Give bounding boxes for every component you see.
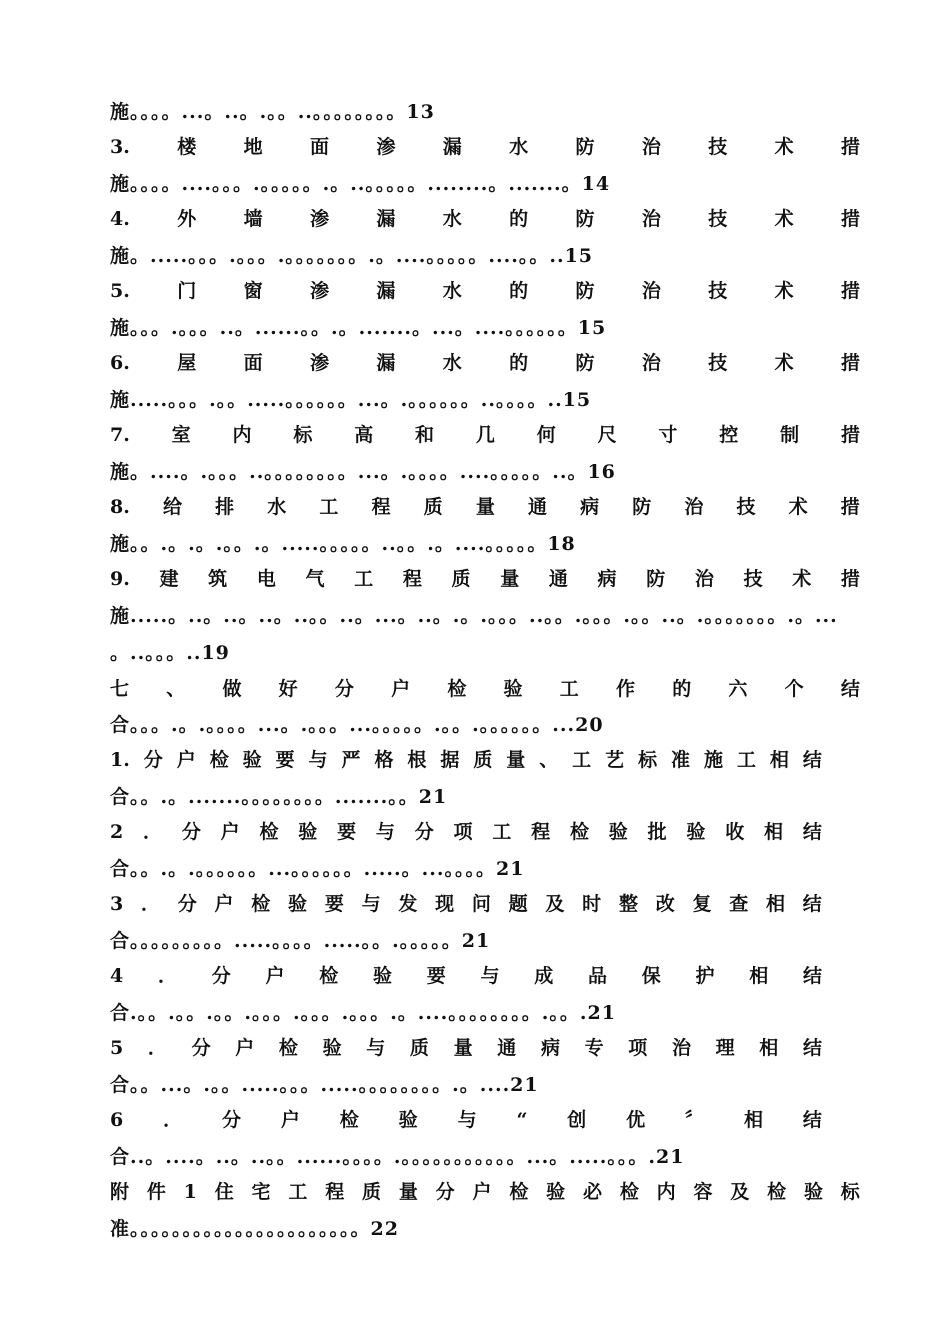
heading-char: 技 bbox=[708, 352, 728, 374]
heading-char: 优 bbox=[626, 1109, 646, 1131]
heading-char: 相 bbox=[749, 965, 769, 987]
heading-char: 室 bbox=[171, 424, 191, 446]
heading-char: 水 bbox=[267, 496, 287, 518]
heading-char: 工 bbox=[319, 496, 339, 518]
heading-char: 水 bbox=[442, 352, 462, 374]
heading-char: 质 bbox=[423, 496, 443, 518]
heading-char: 工 bbox=[559, 678, 579, 700]
heading-char: 技 bbox=[743, 568, 763, 590]
heading-char: 通 bbox=[548, 568, 568, 590]
heading-char: 分 bbox=[435, 1181, 455, 1203]
heading-char: 量 bbox=[453, 1037, 473, 1059]
heading-char: 相 bbox=[766, 893, 786, 915]
heading-char: 工 bbox=[492, 821, 512, 843]
heading-char: 项 bbox=[628, 1037, 648, 1059]
heading-char: 3 bbox=[110, 893, 124, 915]
toc-entry-heading bbox=[110, 819, 822, 845]
heading-char: 格 bbox=[374, 749, 394, 771]
heading-char: 8. bbox=[110, 496, 130, 518]
toc-entry-leader: 合。。。。。。。。。.....。。。。.....。。.。。。。。21 bbox=[110, 930, 491, 952]
heading-char: 检 bbox=[251, 893, 271, 915]
heading-char: 5. bbox=[110, 280, 130, 302]
heading-char: 收 bbox=[725, 821, 745, 843]
heading-char: 验 bbox=[322, 1037, 342, 1059]
heading-char: 题 bbox=[508, 893, 528, 915]
toc-entry-heading bbox=[110, 963, 822, 989]
heading-char: 术 bbox=[774, 208, 794, 230]
toc-entry-heading bbox=[110, 891, 822, 917]
heading-char: 批 bbox=[647, 821, 667, 843]
heading-char: 根 bbox=[407, 749, 427, 771]
heading-char: 项 bbox=[453, 821, 473, 843]
heading-char: 时 bbox=[582, 893, 602, 915]
heading-char: 措 bbox=[840, 280, 860, 302]
heading-char: 漏 bbox=[376, 208, 396, 230]
heading-char: 验 bbox=[298, 821, 318, 843]
heading-char: 治 bbox=[641, 352, 661, 374]
heading-char: 工 bbox=[572, 749, 592, 771]
heading-char: ． bbox=[140, 893, 160, 915]
toc-entry-heading bbox=[110, 676, 860, 702]
heading-char: 要 bbox=[426, 965, 446, 987]
heading-char: 1 bbox=[183, 1181, 197, 1203]
heading-char: 电 bbox=[256, 568, 276, 590]
heading-char: 工 bbox=[354, 568, 374, 590]
heading-char: 墙 bbox=[243, 208, 263, 230]
heading-char: 5 bbox=[110, 1037, 124, 1059]
toc-entry-leader: 。..。。。..19 bbox=[110, 642, 230, 664]
heading-char: 查 bbox=[729, 893, 749, 915]
heading-char: 治 bbox=[694, 568, 714, 590]
heading-char: 验 bbox=[398, 1109, 418, 1131]
toc-entry-heading bbox=[110, 566, 860, 592]
heading-char: ． bbox=[147, 1037, 167, 1059]
toc-entry-leader: 合.。。.。。.。。.。。。.。。。.。。。.。....。。。。。。。。.。。.21 bbox=[110, 1002, 616, 1024]
heading-char: 分 bbox=[191, 1037, 211, 1059]
heading-char: 检 bbox=[339, 1109, 359, 1131]
toc-entry-heading bbox=[110, 278, 860, 304]
heading-char: 结 bbox=[802, 1037, 822, 1059]
heading-char: 措 bbox=[840, 136, 860, 158]
toc-entry-leader: 合。。。.。.。。。。...。.。。。...。。。。。.。。.。。。。。。...20 bbox=[110, 714, 604, 736]
heading-char: 防 bbox=[575, 280, 595, 302]
toc-entry-leader: 施。。。。...。..。.。。..。。。。。。。。13 bbox=[110, 101, 435, 123]
toc-entry-leader: 施.....。..。..。..。..。。..。...。..。.。.。。。..。。.。。。.。。..。.。。。。。。。.。... bbox=[110, 605, 838, 627]
heading-char: 技 bbox=[708, 208, 728, 230]
heading-char: 专 bbox=[584, 1037, 604, 1059]
heading-char: 理 bbox=[715, 1037, 735, 1059]
heading-char: 创 bbox=[567, 1109, 587, 1131]
heading-char: 通 bbox=[497, 1037, 517, 1059]
heading-char: 渗 bbox=[376, 136, 396, 158]
heading-char: 件 bbox=[146, 1181, 166, 1203]
heading-char: 户 bbox=[280, 1109, 300, 1131]
heading-char: 严 bbox=[341, 749, 361, 771]
heading-char: 检 bbox=[259, 821, 279, 843]
heading-char: 内 bbox=[232, 424, 252, 446]
heading-char: 结 bbox=[840, 678, 860, 700]
heading-char: 结 bbox=[802, 749, 822, 771]
heading-char: 4. bbox=[110, 208, 130, 230]
heading-char: 检 bbox=[569, 821, 589, 843]
heading-char: 排 bbox=[215, 496, 235, 518]
heading-char: 相 bbox=[764, 821, 784, 843]
heading-char: 结 bbox=[802, 821, 822, 843]
heading-char: 技 bbox=[708, 136, 728, 158]
heading-char: 术 bbox=[774, 136, 794, 158]
heading-char: 窗 bbox=[243, 280, 263, 302]
heading-char: 治 bbox=[671, 1037, 691, 1059]
heading-char: 工 bbox=[736, 749, 756, 771]
heading-char: 、 bbox=[166, 678, 186, 700]
toc-entry-heading bbox=[110, 206, 860, 232]
heading-char: 复 bbox=[692, 893, 712, 915]
heading-char: 通 bbox=[527, 496, 547, 518]
heading-char: ． bbox=[157, 965, 177, 987]
heading-char: 验 bbox=[803, 1181, 823, 1203]
heading-char: 现 bbox=[435, 893, 455, 915]
heading-char: 的 bbox=[509, 208, 529, 230]
heading-char: 6. bbox=[110, 352, 130, 374]
heading-char: 技 bbox=[736, 496, 756, 518]
heading-char: 何 bbox=[536, 424, 556, 446]
heading-char: 术 bbox=[792, 568, 812, 590]
toc-entry-heading bbox=[110, 1035, 822, 1061]
toc-entry-leader: 合..。....。..。..。。......。。。。.。。。。。。。。。。。...。.....。。。.21 bbox=[110, 1146, 685, 1168]
heading-char: 标 bbox=[840, 1181, 860, 1203]
heading-char: 漏 bbox=[376, 352, 396, 374]
heading-char: 渗 bbox=[309, 280, 329, 302]
heading-char: 技 bbox=[708, 280, 728, 302]
heading-char: 标 bbox=[638, 749, 658, 771]
heading-char: 〞 bbox=[685, 1109, 705, 1131]
heading-char: 漏 bbox=[376, 280, 396, 302]
heading-char: 治 bbox=[684, 496, 704, 518]
heading-char: 、 bbox=[539, 749, 559, 771]
heading-char: 7. bbox=[110, 424, 130, 446]
heading-char: 质 bbox=[409, 1037, 429, 1059]
heading-char: “ bbox=[516, 1109, 528, 1131]
heading-char: 验 bbox=[288, 893, 308, 915]
heading-char: 内 bbox=[656, 1181, 676, 1203]
heading-char: 必 bbox=[582, 1181, 602, 1203]
heading-char: 问 bbox=[471, 893, 491, 915]
heading-char: 控 bbox=[719, 424, 739, 446]
heading-char: 防 bbox=[575, 136, 595, 158]
heading-char: 检 bbox=[767, 1181, 787, 1203]
heading-char: 寸 bbox=[658, 424, 678, 446]
heading-char: 防 bbox=[575, 208, 595, 230]
heading-char: 9. bbox=[110, 568, 130, 590]
heading-char: 质 bbox=[451, 568, 471, 590]
heading-char: 作 bbox=[615, 678, 635, 700]
heading-char: 住 bbox=[214, 1181, 234, 1203]
heading-char: 措 bbox=[840, 352, 860, 374]
heading-char: 改 bbox=[655, 893, 675, 915]
heading-char: 护 bbox=[695, 965, 715, 987]
heading-char: 验 bbox=[503, 678, 523, 700]
heading-char: 保 bbox=[641, 965, 661, 987]
heading-char: 几 bbox=[475, 424, 495, 446]
heading-char: 措 bbox=[840, 424, 860, 446]
heading-char: 验 bbox=[608, 821, 628, 843]
heading-char: 程 bbox=[402, 568, 422, 590]
heading-char: 要 bbox=[337, 821, 357, 843]
heading-char: 水 bbox=[509, 136, 529, 158]
heading-char: 防 bbox=[646, 568, 666, 590]
heading-char: 及 bbox=[730, 1181, 750, 1203]
heading-char: 好 bbox=[278, 678, 298, 700]
heading-char: 检 bbox=[447, 678, 467, 700]
heading-char: 分 bbox=[181, 821, 201, 843]
heading-char: 验 bbox=[546, 1181, 566, 1203]
heading-char: 检 bbox=[319, 965, 339, 987]
heading-char: 4 bbox=[110, 965, 124, 987]
heading-char: 验 bbox=[372, 965, 392, 987]
heading-char: 整 bbox=[618, 893, 638, 915]
toc-entry-leader: 施。。.。.。.。。.。.....。。。。。..。。.。....。。。。。18 bbox=[110, 533, 576, 555]
heading-char: 3. bbox=[110, 136, 130, 158]
heading-char: 气 bbox=[305, 568, 325, 590]
heading-char: 户 bbox=[235, 1037, 255, 1059]
toc-entry-heading bbox=[110, 134, 860, 160]
heading-char: 2 bbox=[110, 821, 124, 843]
heading-char: 户 bbox=[265, 965, 285, 987]
heading-char: 术 bbox=[774, 352, 794, 374]
heading-char: 检 bbox=[278, 1037, 298, 1059]
heading-char: 质 bbox=[473, 749, 493, 771]
heading-char: 户 bbox=[391, 678, 411, 700]
heading-char: 成 bbox=[534, 965, 554, 987]
heading-char: 高 bbox=[354, 424, 374, 446]
heading-char: ． bbox=[143, 821, 163, 843]
heading-char: 量 bbox=[475, 496, 495, 518]
heading-char: 个 bbox=[784, 678, 804, 700]
heading-char: 治 bbox=[641, 208, 661, 230]
heading-char: 户 bbox=[220, 821, 240, 843]
heading-char: 户 bbox=[472, 1181, 492, 1203]
heading-char: 治 bbox=[641, 136, 661, 158]
heading-char: 量 bbox=[506, 749, 526, 771]
heading-char: 漏 bbox=[442, 136, 462, 158]
heading-char: 分 bbox=[143, 749, 163, 771]
heading-char: 相 bbox=[759, 1037, 779, 1059]
toc-entry-heading bbox=[110, 747, 822, 773]
heading-char: 与 bbox=[366, 1037, 386, 1059]
toc-entry-leader: 施。。。.。。。..。......。。.。.......。...。....。。。。。。15 bbox=[110, 317, 607, 339]
heading-char: 与 bbox=[457, 1109, 477, 1131]
heading-char: 筑 bbox=[208, 568, 228, 590]
heading-char: 分 bbox=[222, 1109, 242, 1131]
heading-char: 病 bbox=[580, 496, 600, 518]
heading-char: 的 bbox=[509, 280, 529, 302]
heading-char: 防 bbox=[632, 496, 652, 518]
heading-char: 病 bbox=[597, 568, 617, 590]
toc-entry-leader: 施。.....。。。.。。。.。。。。。。。.。....。。。。。....。。..15 bbox=[110, 245, 594, 267]
heading-char: 的 bbox=[509, 352, 529, 374]
heading-char: 结 bbox=[802, 965, 822, 987]
heading-char: 检 bbox=[509, 1181, 529, 1203]
heading-char: 与 bbox=[361, 893, 381, 915]
toc-entry-leader: 施。。。。....。。。.。。。。。.。..。。。。。........。.......。14 bbox=[110, 173, 611, 195]
toc-entry-leader: 准。。。。。。。。。。。。。。。。。。。。。。22 bbox=[110, 1218, 399, 1240]
heading-char: 分 bbox=[414, 821, 434, 843]
toc-entry-heading bbox=[110, 1107, 822, 1133]
heading-char: 措 bbox=[840, 568, 860, 590]
heading-char: 术 bbox=[774, 280, 794, 302]
heading-char: 分 bbox=[334, 678, 354, 700]
toc-entry-leader: 合。。.。.。。。。。。...。。。。。。.....。...。。。。21 bbox=[110, 858, 525, 880]
heading-char: 量 bbox=[398, 1181, 418, 1203]
heading-char: 1. bbox=[110, 749, 130, 771]
heading-char: 治 bbox=[641, 280, 661, 302]
heading-char: 分 bbox=[177, 893, 197, 915]
toc-entry-heading bbox=[110, 350, 860, 376]
toc-entry-leader: 施.....。。。.。。.....。。。。。。...。.。。。。。。..。。。。..15 bbox=[110, 389, 592, 411]
heading-char: 与 bbox=[480, 965, 500, 987]
heading-char: 据 bbox=[440, 749, 460, 771]
heading-char: 做 bbox=[222, 678, 242, 700]
heading-char: 外 bbox=[177, 208, 197, 230]
heading-char: 宅 bbox=[251, 1181, 271, 1203]
heading-char: 水 bbox=[442, 280, 462, 302]
heading-char: 准 bbox=[671, 749, 691, 771]
heading-char: 水 bbox=[442, 208, 462, 230]
heading-char: 六 bbox=[728, 678, 748, 700]
heading-char: 地 bbox=[243, 136, 263, 158]
heading-char: 程 bbox=[531, 821, 551, 843]
heading-char: 质 bbox=[362, 1181, 382, 1203]
toc-entry-heading bbox=[110, 1179, 860, 1205]
heading-char: 验 bbox=[242, 749, 262, 771]
heading-char: 制 bbox=[780, 424, 800, 446]
heading-char: 量 bbox=[500, 568, 520, 590]
heading-char: 与 bbox=[375, 821, 395, 843]
heading-char: 分 bbox=[211, 965, 231, 987]
heading-char: 渗 bbox=[309, 208, 329, 230]
heading-char: 面 bbox=[243, 352, 263, 374]
heading-char: 措 bbox=[840, 208, 860, 230]
heading-char: 要 bbox=[324, 893, 344, 915]
heading-char: 结 bbox=[802, 893, 822, 915]
heading-char: 检 bbox=[209, 749, 229, 771]
heading-char: 标 bbox=[293, 424, 313, 446]
heading-char: 的 bbox=[672, 678, 692, 700]
toc-entry-leader: 合。。.。.......。。。。。。。。.......。。21 bbox=[110, 786, 448, 808]
heading-char: 及 bbox=[545, 893, 565, 915]
heading-char: 七 bbox=[110, 678, 130, 700]
heading-char: 措 bbox=[840, 496, 860, 518]
heading-char: 与 bbox=[308, 749, 328, 771]
toc-entry-heading bbox=[110, 494, 860, 520]
heading-char: 户 bbox=[214, 893, 234, 915]
heading-char: 结 bbox=[802, 1109, 822, 1131]
heading-char: 和 bbox=[415, 424, 435, 446]
heading-char: 相 bbox=[743, 1109, 763, 1131]
toc-entry-heading bbox=[110, 422, 860, 448]
heading-char: 检 bbox=[619, 1181, 639, 1203]
heading-char: ． bbox=[163, 1109, 183, 1131]
heading-char: 建 bbox=[159, 568, 179, 590]
heading-char: 户 bbox=[176, 749, 196, 771]
heading-char: 病 bbox=[540, 1037, 560, 1059]
heading-char: 面 bbox=[309, 136, 329, 158]
heading-char: 程 bbox=[325, 1181, 345, 1203]
heading-char: 防 bbox=[575, 352, 595, 374]
heading-char: 要 bbox=[275, 749, 295, 771]
heading-char: 附 bbox=[110, 1181, 130, 1203]
heading-char: 程 bbox=[371, 496, 391, 518]
heading-char: 品 bbox=[587, 965, 607, 987]
heading-char: 楼 bbox=[177, 136, 197, 158]
heading-char: 尺 bbox=[597, 424, 617, 446]
heading-char: 渗 bbox=[309, 352, 329, 374]
heading-char: 施 bbox=[703, 749, 723, 771]
heading-char: 艺 bbox=[605, 749, 625, 771]
heading-char: 验 bbox=[686, 821, 706, 843]
heading-char: 6 bbox=[110, 1109, 124, 1131]
heading-char: 工 bbox=[288, 1181, 308, 1203]
heading-char: 门 bbox=[177, 280, 197, 302]
heading-char: 容 bbox=[693, 1181, 713, 1203]
heading-char: 术 bbox=[788, 496, 808, 518]
heading-char: 给 bbox=[162, 496, 182, 518]
toc-entry-leader: 施。....。.。。。..。。。。。。。。...。.。。。。....。。。。。..。16 bbox=[110, 461, 616, 483]
heading-char: 屋 bbox=[177, 352, 197, 374]
heading-char: 相 bbox=[769, 749, 789, 771]
heading-char: 发 bbox=[398, 893, 418, 915]
toc-entry-leader: 合。。...。.。。.....。。。.....。。。。。。。。.。....21 bbox=[110, 1074, 539, 1096]
